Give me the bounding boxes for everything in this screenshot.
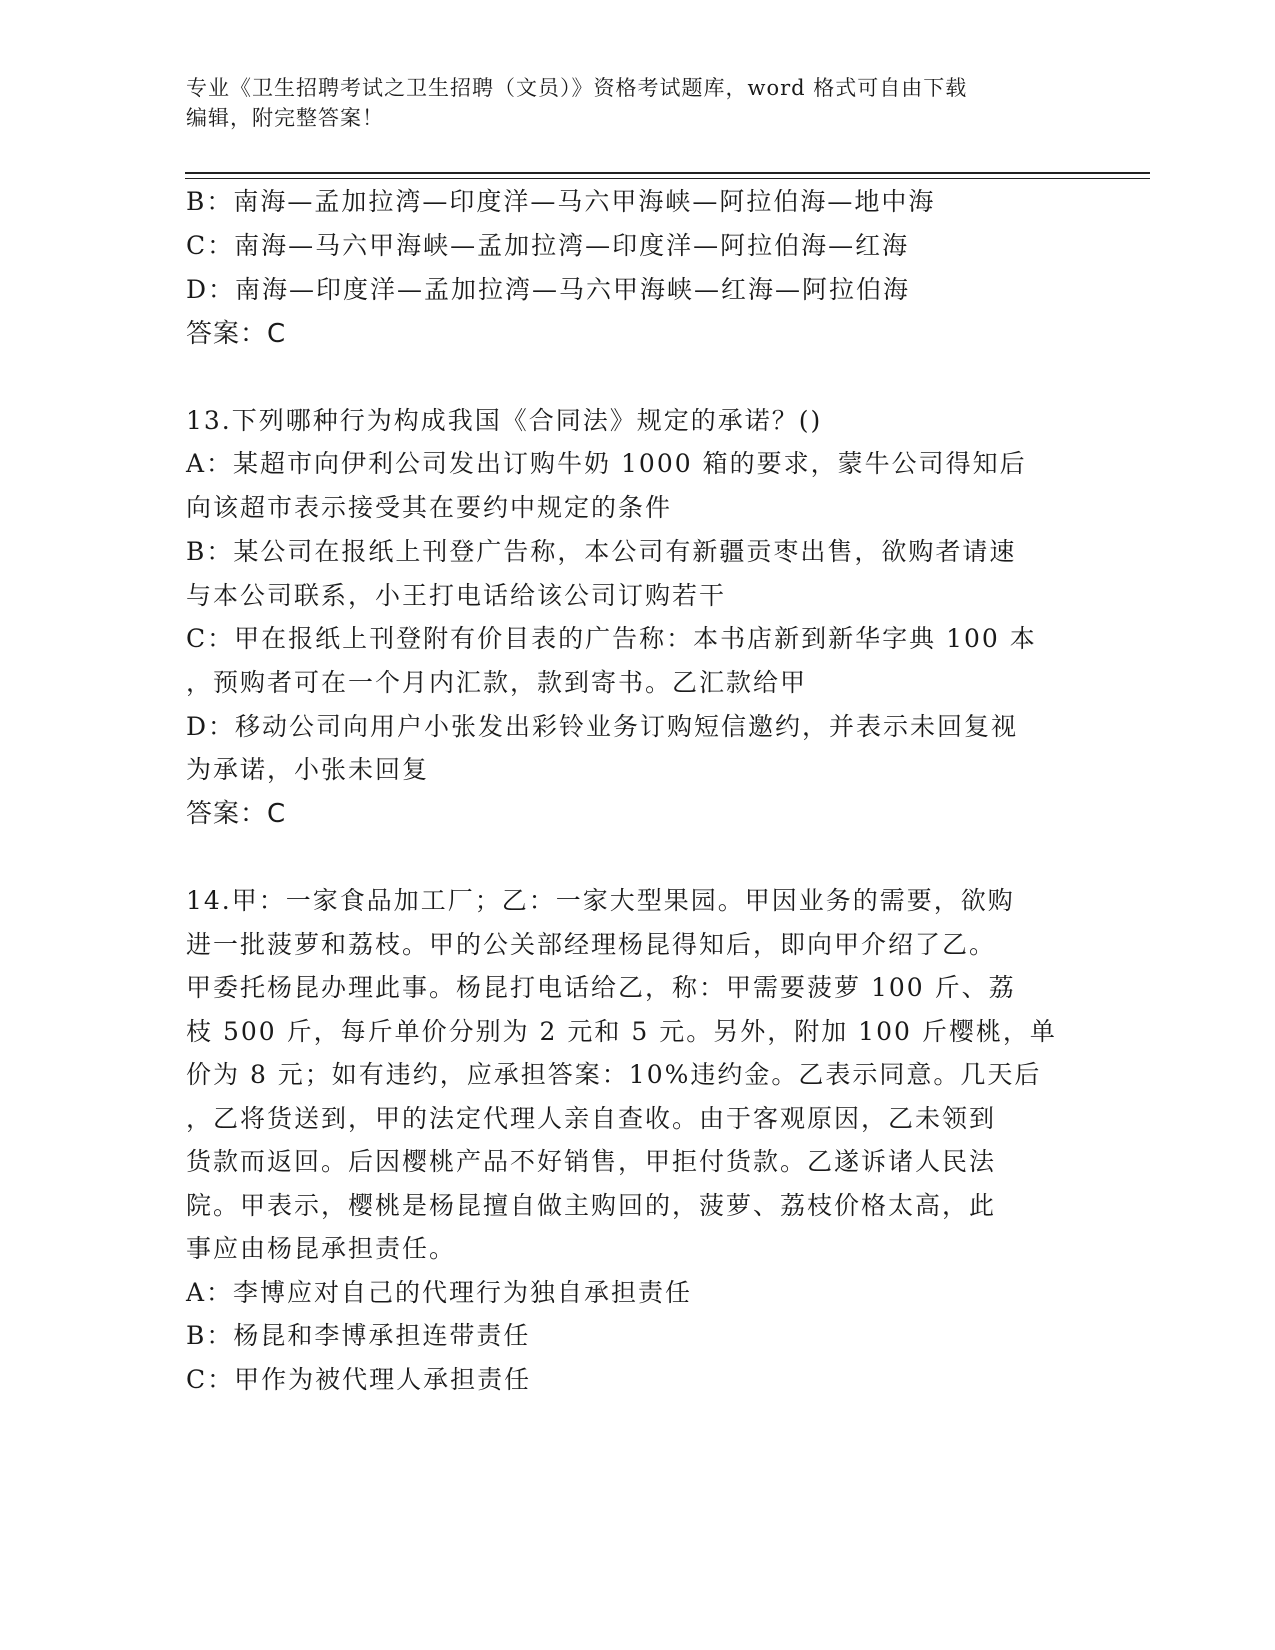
q13-option-d-line-1: D：移动公司向用户小张发出彩铃业务订购短信邀约，并表示未回复视 (186, 712, 1019, 741)
q13-answer: 答案：C (186, 799, 287, 829)
q13-option-a-line-1: A：某超市向伊利公司发出订购牛奶 1000 箱的要求，蒙牛公司得知后 (186, 449, 1027, 478)
q14-option-c: C：甲作为被代理人承担责任 (186, 1365, 532, 1394)
q14-stem-line: 进一批菠萝和荔枝。甲的公关部经理杨昆得知后，即向甲介绍了乙。 (186, 930, 997, 959)
q13-option-a-line-2: 向该超市表示接受其在要约中规定的条件 (186, 493, 673, 522)
q14-option-b: B：杨昆和李博承担连带责任 (186, 1321, 531, 1350)
header-title-line-2: 编辑，附完整答案！ (186, 106, 384, 130)
q12-answer: 答案：C (186, 319, 287, 349)
q13-question: 13.下列哪种行为构成我国《合同法》规定的承诺？() (186, 406, 823, 435)
header-divider-bottom (185, 178, 1150, 179)
q14-option-a: A：李博应对自己的代理行为独自承担责任 (186, 1278, 693, 1307)
q14-stem-line: 货款而返回。后因樱桃产品不好销售，甲拒付货款。乙遂诉诸人民法 (186, 1147, 997, 1176)
q13-option-d-line-2: 为承诺，小张未回复 (186, 755, 430, 784)
header-divider-top (185, 172, 1150, 174)
q13-option-b-line-1: B：某公司在报纸上刊登广告称，本公司有新疆贡枣出售，欲购者请速 (186, 537, 1017, 566)
q13-option-c-line-2: ，预购者可在一个月内汇款，款到寄书。乙汇款给甲 (186, 668, 808, 697)
q14-stem-line: 14.甲：一家食品加工厂；乙：一家大型果园。甲因业务的需要，欲购 (186, 886, 1015, 915)
q14-stem-line: 院。甲表示，樱桃是杨昆擅自做主购回的，菠萝、荔枝价格太高，此 (186, 1191, 997, 1220)
q14-stem-line: 枝 500 斤，每斤单价分别为 2 元和 5 元。另外，附加 100 斤樱桃，单 (186, 1017, 1057, 1046)
q13-option-c-line-1: C：甲在报纸上刊登附有价目表的广告称：本书店新到新华字典 100 本 (186, 624, 1037, 653)
q12-option-d: D：南海—印度洋—孟加拉湾—马六甲海峡—红海—阿拉伯海 (186, 275, 911, 304)
q14-stem-line: 甲委托杨昆办理此事。杨昆打电话给乙，称：甲需要菠萝 100 斤、荔 (186, 973, 1016, 1002)
q13-option-b-line-2: 与本公司联系，小王打电话给该公司订购若干 (186, 581, 727, 610)
q12-option-c: C：南海—马六甲海峡—孟加拉湾—印度洋—阿拉伯海—红海 (186, 231, 910, 260)
q14-stem-line: 价为 8 元；如有违约，应承担答案：10%违约金。乙表示同意。几天后 (186, 1060, 1042, 1089)
q14-stem-line: 事应由杨昆承担责任。 (186, 1234, 457, 1263)
q12-option-b: B：南海—孟加拉湾—印度洋—马六甲海峡—阿拉伯海—地中海 (186, 187, 936, 216)
q14-stem-line: ，乙将货送到，甲的法定代理人亲自查收。由于客观原因，乙未领到 (186, 1104, 997, 1133)
header-title-line-1: 专业《卫生招聘考试之卫生招聘（文员）》资格考试题库，word 格式可自由下载 (186, 76, 968, 100)
